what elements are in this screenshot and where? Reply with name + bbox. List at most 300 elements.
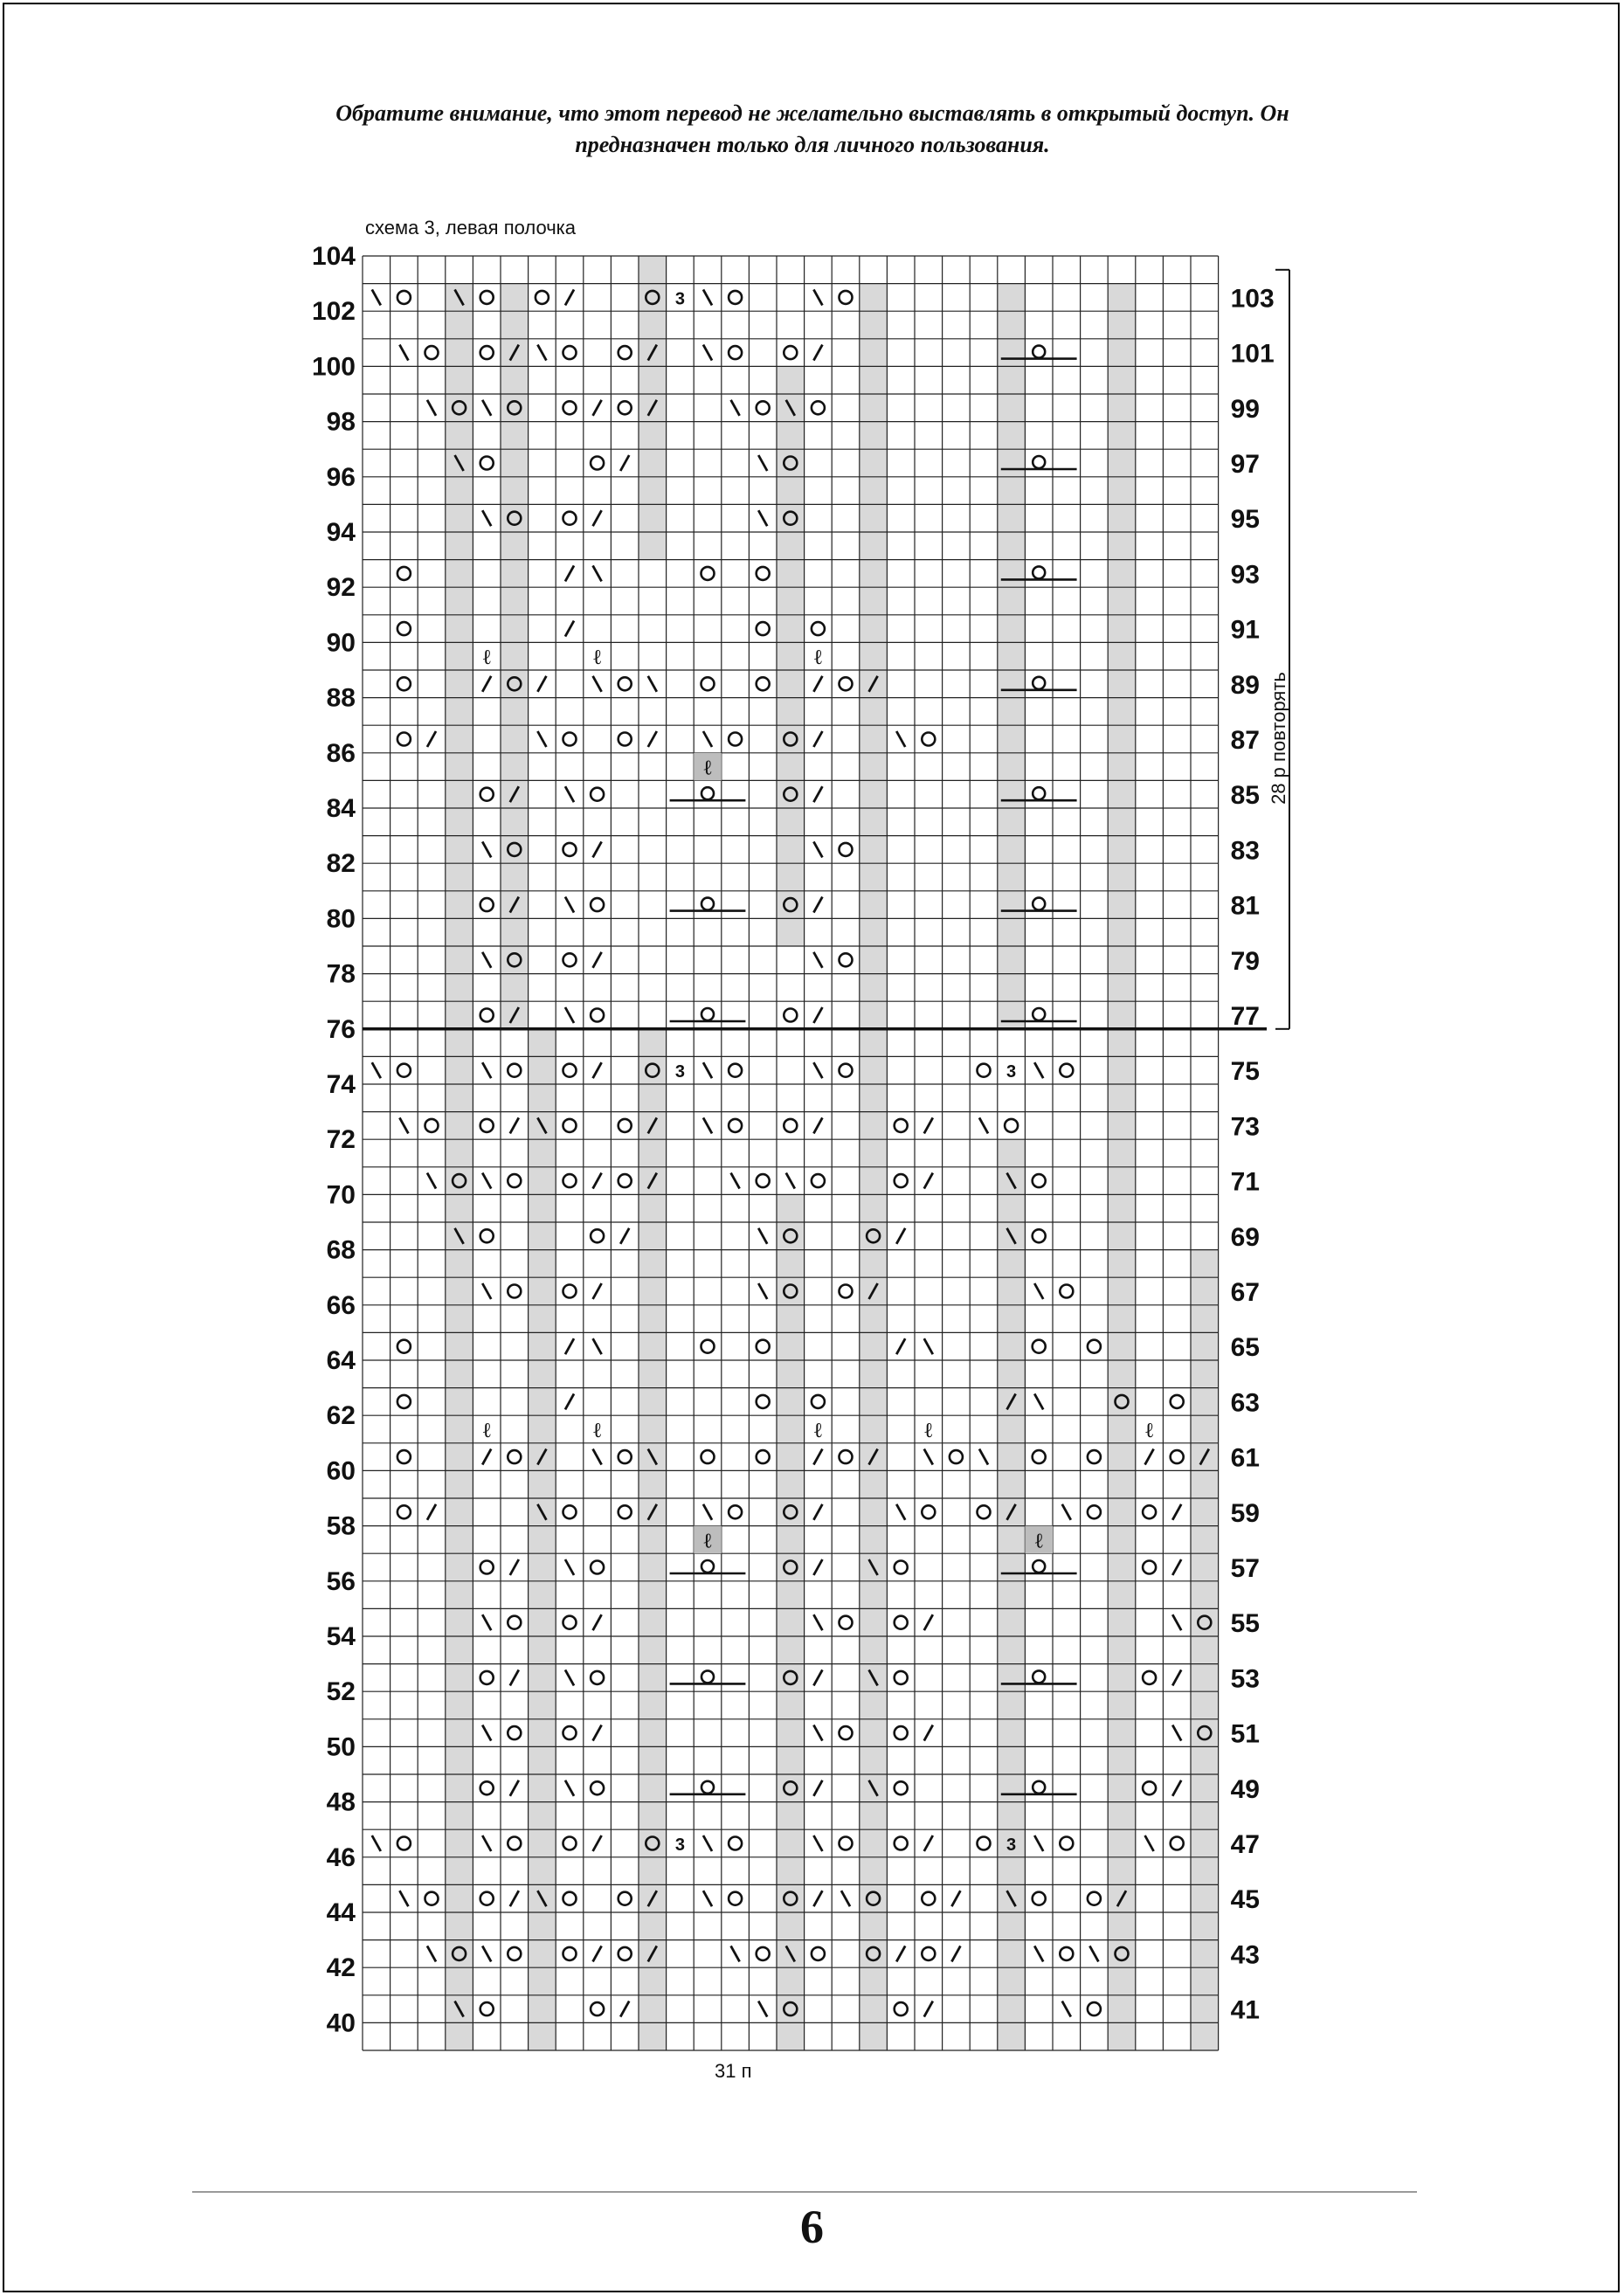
shaded-column [1191,1250,1219,2050]
shaded-column [998,1139,1026,2050]
k2tog-symbol [813,1449,822,1465]
yarn-over-symbol [840,1064,853,1077]
ssk-symbol [482,1283,491,1299]
bobble-symbol [1033,1008,1045,1020]
ssk-symbol [758,455,767,471]
yarn-over-symbol [508,1616,521,1629]
k2tog-symbol [593,510,602,526]
row-label-right: 69 [1230,1222,1260,1252]
yarn-over-symbol [480,1671,494,1684]
bobble-symbol [1033,1670,1045,1683]
twisted-loop-symbol: ℓ [1034,1527,1043,1553]
row-label-left: 40 [326,2008,356,2038]
ssk-symbol [565,1780,574,1796]
yarn-over-symbol [978,1837,991,1850]
ssk-symbol [979,1117,988,1133]
yarn-over-symbol [729,346,742,359]
bobble-symbol [1033,1560,1045,1573]
shaded-column [446,1029,473,2050]
yarn-over-symbol [591,1671,604,1684]
row-label-right: 79 [1230,946,1260,976]
ssk-symbol [1034,1393,1043,1409]
row-label-left: 72 [326,1125,356,1155]
yarn-over-symbol [895,1726,908,1739]
ssk-symbol [537,731,546,747]
yarn-over-symbol [840,843,853,856]
ssk-symbol [841,1891,850,1906]
k2tog-symbol [1172,1669,1181,1685]
yarn-over-symbol [619,346,632,359]
yarn-over-symbol [812,622,825,635]
yarn-over-symbol [840,1726,853,1739]
ssk-symbol [593,565,602,581]
yarn-over-symbol [840,1285,853,1298]
ssk-symbol [731,1173,740,1189]
yarn-over-symbol [508,1726,521,1739]
ssk-symbol [731,1946,740,1961]
k2tog-symbol [648,731,657,747]
yarn-over-symbol [922,1947,935,1960]
ssk-symbol [1172,1614,1181,1630]
yarn-over-symbol [1033,1892,1046,1905]
yarn-over-symbol [1088,1505,1101,1518]
bobble-symbol [1033,1781,1045,1794]
ssk-symbol [758,1283,767,1299]
ssk-symbol [1034,1062,1043,1078]
row-label-left: 52 [326,1677,356,1707]
shaded-column [446,284,473,1029]
k2tog-symbol [813,1504,822,1520]
ssk-symbol [372,289,381,305]
yarn-over-symbol [536,291,549,304]
yarn-over-symbol [508,1837,521,1850]
k2tog-symbol [565,565,574,581]
ssk-symbol [399,1891,408,1906]
ssk-symbol [565,1007,574,1023]
row-label-right: 77 [1230,1002,1260,1031]
ssk-symbol [924,1338,933,1354]
row-label-right: 91 [1230,615,1260,645]
ssk-symbol [1172,1725,1181,1741]
yarn-over-symbol [729,1119,742,1132]
ssk-symbol [703,731,712,747]
yarn-over-symbol [1033,1174,1046,1187]
ssk-symbol [758,2001,767,2017]
bobble-symbol [701,1008,714,1020]
row-label-right: 55 [1230,1609,1260,1639]
yarn-over-symbol [922,1505,935,1518]
k2tog-symbol [593,1835,602,1851]
row-label-left: 78 [326,959,356,989]
yarn-over-symbol [1088,2002,1101,2015]
row-label-left: 60 [326,1456,356,1486]
three-stitch-decrease-symbol: 3 [1006,1835,1017,1855]
yarn-over-symbol [425,346,439,359]
k2tog-symbol [813,1780,822,1796]
row-label-left: 50 [326,1732,356,1762]
twisted-loop-symbol: ℓ [813,644,822,670]
row-label-left: 56 [326,1566,356,1596]
row-label-left: 74 [326,1070,356,1099]
yarn-over-symbol [1171,1450,1184,1463]
row-label-left: 94 [326,518,356,547]
k2tog-symbol [951,1891,960,1906]
yarn-over-symbol [508,1064,521,1077]
yarn-over-symbol [701,1340,715,1353]
yarn-over-symbol [563,1285,577,1298]
ssk-symbol [593,1449,602,1465]
yarn-over-symbol [480,1229,494,1242]
row-label-right: 53 [1230,1664,1260,1694]
row-label-left: 48 [326,1787,356,1817]
yarn-over-symbol [895,1119,908,1132]
ssk-symbol [372,1835,381,1851]
yarn-over-symbol [425,1119,439,1132]
twisted-loop-symbol: ℓ [593,1417,602,1442]
yarn-over-symbol [1143,1561,1156,1574]
yarn-over-symbol [757,677,770,690]
yarn-over-symbol [757,1947,770,1960]
yarn-over-symbol [508,1285,521,1298]
shaded-column [998,284,1026,1029]
twisted-loop-symbol: ℓ [703,1527,712,1553]
shaded-column [860,1029,888,2050]
row-label-right: 47 [1230,1830,1260,1859]
row-label-right: 65 [1230,1333,1260,1363]
k2tog-symbol [1172,1559,1181,1575]
ssk-symbol [565,1669,574,1685]
k2tog-symbol [813,1891,822,1906]
bobble-symbol [701,1670,714,1683]
ssk-symbol [1062,1504,1071,1520]
yarn-over-symbol [922,1892,935,1905]
yarn-over-symbol [591,898,604,911]
row-label-right: 67 [1230,1278,1260,1307]
yarn-over-symbol [895,1616,908,1629]
ssk-symbol [1034,1283,1043,1299]
yarn-over-symbol [480,1119,494,1132]
yarn-over-symbol [591,788,604,801]
ssk-symbol [1062,2001,1071,2017]
row-label-left: 64 [326,1346,356,1375]
yarn-over-symbol [563,1505,577,1518]
yarn-over-symbol [1143,1505,1156,1518]
ssk-symbol [813,1725,822,1741]
ssk-symbol [427,1173,436,1189]
yarn-over-symbol [812,401,825,414]
yarn-over-symbol [563,1174,577,1187]
three-stitch-decrease-symbol: 3 [674,1062,685,1082]
yarn-over-symbol [397,1505,411,1518]
ssk-symbol [924,1449,933,1465]
yarn-over-symbol [729,1064,742,1077]
row-label-right: 89 [1230,670,1260,700]
k2tog-symbol [1145,1449,1154,1465]
ssk-symbol [427,1946,436,1961]
row-label-right: 51 [1230,1719,1260,1749]
bobble-symbol [1033,787,1045,799]
ssk-symbol [813,289,822,305]
row-label-right: 97 [1230,450,1260,479]
k2tog-symbol [813,1559,822,1575]
k2tog-symbol [565,1393,574,1409]
row-label-right: 73 [1230,1112,1260,1142]
yarn-over-symbol [1143,1671,1156,1684]
row-label-right: 87 [1230,726,1260,755]
ssk-symbol [427,400,436,416]
yarn-over-symbol [591,1781,604,1794]
row-label-left: 54 [326,1622,356,1651]
row-label-left: 90 [326,628,356,658]
ssk-symbol [703,1835,712,1851]
yarn-over-symbol [1171,1395,1184,1408]
notice-line-2: предназначен только для личного пользования. [575,132,1050,157]
yarn-over-symbol [840,291,853,304]
row-label-right: 41 [1230,1995,1260,2025]
k2tog-symbol [813,786,822,802]
yarn-over-symbol [480,1009,494,1022]
k2tog-symbol [813,676,822,692]
ssk-symbol [813,1835,822,1851]
yarn-over-symbol [895,1174,908,1187]
bobble-symbol [1033,346,1045,358]
ssk-symbol [1145,1835,1154,1851]
yarn-over-symbol [1060,1064,1073,1077]
yarn-over-symbol [480,457,494,470]
row-label-right: 45 [1230,1885,1260,1915]
yarn-over-symbol [840,1616,853,1629]
ssk-symbol [731,400,740,416]
k2tog-symbol [482,1449,491,1465]
yarn-over-symbol [840,1837,853,1850]
k2tog-symbol [482,676,491,692]
k2tog-symbol [593,1173,602,1189]
ssk-symbol [979,1449,988,1465]
yarn-over-symbol [508,1947,521,1960]
yarn-over-symbol [729,1505,742,1518]
k2tog-symbol [593,841,602,857]
row-label-right: 71 [1230,1167,1260,1197]
ssk-symbol [482,1173,491,1189]
yarn-over-symbol [480,1892,494,1905]
ssk-symbol [813,1062,822,1078]
ssk-symbol [1034,1946,1043,1961]
yarn-over-symbol [591,1561,604,1574]
k2tog-symbol [565,1338,574,1354]
yarn-over-symbol [1088,1450,1101,1463]
row-label-right: 43 [1230,1940,1260,1970]
yarn-over-symbol [729,1892,742,1905]
row-label-right: 75 [1230,1057,1260,1087]
ssk-symbol [372,1062,381,1078]
k2tog-symbol [593,1062,602,1078]
yarn-over-symbol [922,733,935,746]
yarn-over-symbol [563,953,577,966]
row-label-left: 88 [326,683,356,713]
twisted-loop-symbol: ℓ [593,644,602,670]
row-label-left: 92 [326,573,356,603]
row-label-left: 42 [326,1953,356,1983]
yarn-over-symbol [563,1119,577,1132]
k2tog-symbol [1172,1504,1181,1520]
stitch-count-label: 31 п [715,2060,752,2082]
yarn-over-symbol [563,346,577,359]
yarn-over-symbol [1060,1947,1073,1960]
twisted-loop-symbol: ℓ [482,644,491,670]
bobble-symbol [1033,677,1045,689]
shaded-column [1108,284,1136,1029]
yarn-over-symbol [701,677,715,690]
ssk-symbol [593,676,602,692]
k2tog-symbol [924,1725,933,1741]
row-label-right: 83 [1230,836,1260,866]
ssk-symbol [703,1504,712,1520]
k2tog-symbol [813,731,822,747]
row-label-right: 59 [1230,1498,1260,1528]
yarn-over-symbol [950,1450,963,1463]
yarn-over-symbol [978,1505,991,1518]
yarn-over-symbol [397,1340,411,1353]
k2tog-symbol [510,1117,519,1133]
yarn-over-symbol [619,401,632,414]
yarn-over-symbol [701,1450,715,1463]
yarn-over-symbol [757,1450,770,1463]
k2tog-symbol [537,676,546,692]
yarn-over-symbol [591,1229,604,1242]
ssk-symbol [482,841,491,857]
ssk-symbol [703,345,712,361]
yarn-over-symbol [895,1781,908,1794]
ssk-symbol [482,1062,491,1078]
k2tog-symbol [427,731,436,747]
yarn-over-symbol [480,1781,494,1794]
yarn-over-symbol [840,677,853,690]
k2tog-symbol [1172,1780,1181,1796]
yarn-over-symbol [591,1009,604,1022]
ssk-symbol [703,1891,712,1906]
yarn-over-symbol [397,291,411,304]
twisted-loop-symbol: ℓ [703,754,712,780]
yarn-over-symbol [1143,1781,1156,1794]
twisted-loop-symbol: ℓ [1145,1417,1154,1442]
k2tog-symbol [813,897,822,913]
row-label-left: 96 [326,462,356,492]
k2tog-symbol [593,400,602,416]
ssk-symbol [758,1228,767,1244]
ssk-symbol [482,952,491,968]
row-label-right: 93 [1230,560,1260,590]
footer-divider [192,2191,1417,2193]
yarn-over-symbol [1033,1229,1046,1242]
ssk-symbol [813,1614,822,1630]
row-label-left: 82 [326,849,356,879]
row-label-left: 86 [326,738,356,768]
bobble-symbol [1033,898,1045,910]
yarn-over-symbol [619,1174,632,1187]
yarn-over-symbol [895,1671,908,1684]
ssk-symbol [786,1173,795,1189]
yarn-over-symbol [757,567,770,580]
k2tog-symbol [896,1338,905,1354]
yarn-over-symbol [563,1947,577,1960]
bobble-symbol [1033,566,1045,578]
bobble-symbol [701,787,714,799]
k2tog-symbol [565,289,574,305]
twisted-loop-symbol: ℓ [924,1417,933,1442]
twisted-loop-symbol: ℓ [482,1417,491,1442]
shaded-column [860,284,888,1029]
yarn-over-symbol [729,291,742,304]
ssk-symbol [896,1504,905,1520]
k2tog-symbol [813,1007,822,1023]
yarn-over-symbol [480,291,494,304]
k2tog-symbol [896,1228,905,1244]
row-label-left: 80 [326,904,356,934]
k2tog-symbol [924,1173,933,1189]
row-label-right: 99 [1230,394,1260,424]
ssk-symbol [482,1725,491,1741]
ssk-symbol [399,345,408,361]
chart-title: схема 3, левая полочка [365,217,577,238]
yarn-over-symbol [978,1064,991,1077]
k2tog-symbol [924,2001,933,2017]
row-label-left: 100 [311,352,356,382]
row-label-right: 85 [1230,781,1260,811]
yarn-over-symbol [619,677,632,690]
k2tog-symbol [813,1669,822,1685]
ssk-symbol [813,841,822,857]
notice-line-1: Обратите внимание, что этот перевод не желательно выставлять в открытый доступ. Он [335,100,1289,126]
three-stitch-decrease-symbol: 3 [1006,1062,1017,1082]
yarn-over-symbol [840,953,853,966]
row-label-left: 104 [311,242,356,271]
yarn-over-symbol [1088,1892,1101,1905]
yarn-over-symbol [784,1119,797,1132]
ssk-symbol [593,1338,602,1354]
yarn-over-symbol [784,346,797,359]
yarn-over-symbol [895,2002,908,2015]
row-label-left: 84 [326,794,356,823]
yarn-over-symbol [397,733,411,746]
yarn-over-symbol [563,733,577,746]
row-label-left: 44 [326,1898,356,1927]
yarn-over-symbol [563,1064,577,1077]
yarn-over-symbol [480,346,494,359]
yarn-over-symbol [1088,1340,1101,1353]
bobble-symbol [701,1560,714,1573]
yarn-over-symbol [591,457,604,470]
yarn-over-symbol [397,1450,411,1463]
yarn-over-symbol [1033,1340,1046,1353]
ssk-symbol [1089,1946,1098,1961]
k2tog-symbol [813,1117,822,1133]
ssk-symbol [482,510,491,526]
ssk-symbol [1034,1835,1043,1851]
yarn-over-symbol [1171,1837,1184,1850]
yarn-over-symbol [397,677,411,690]
yarn-over-symbol [480,1561,494,1574]
row-label-right: 49 [1230,1774,1260,1804]
k2tog-symbol [427,1504,436,1520]
row-label-left: 98 [326,407,356,437]
bobble-symbol [701,898,714,910]
yarn-over-symbol [729,1837,742,1850]
yarn-over-symbol [591,2002,604,2015]
ssk-symbol [896,731,905,747]
ssk-symbol [703,289,712,305]
k2tog-symbol [951,1946,960,1961]
yarn-over-symbol [812,1947,825,1960]
